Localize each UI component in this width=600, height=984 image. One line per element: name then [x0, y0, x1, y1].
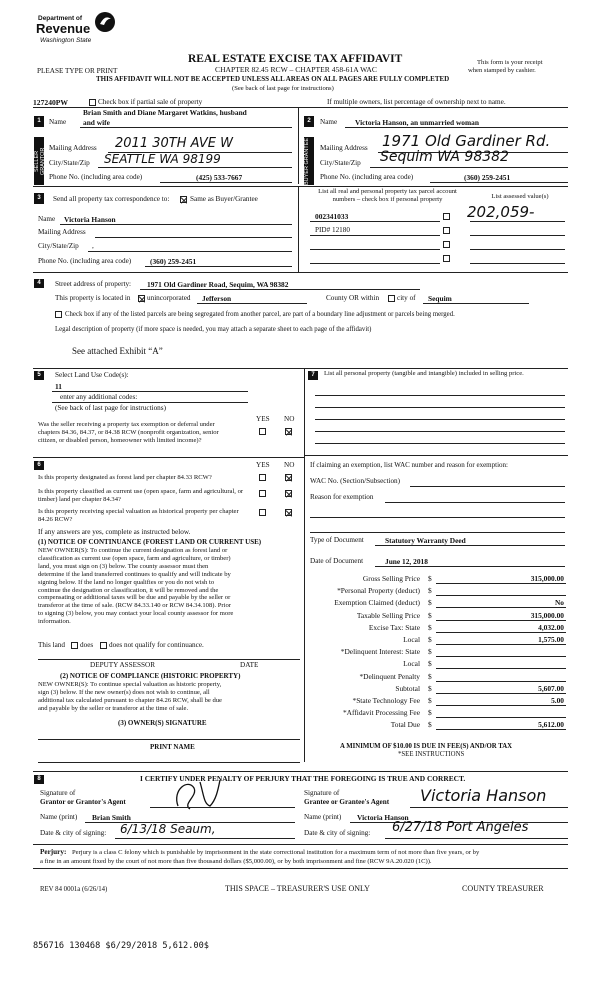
notice-line: determine if the land transferred continues to qualify and will indicate by — [38, 570, 231, 578]
tax-row-value: 315,000.00 — [530, 574, 564, 583]
buyer-mailing-value: 1971 Old Gardiner Rd. — [382, 132, 551, 150]
notice-line: signing below. If the land no longer qualifies or you do not wish to — [38, 578, 215, 586]
tax-row-label: *Delinquent Interest: State — [340, 647, 420, 657]
tax-row-label: Local — [403, 635, 420, 644]
forest-no-checkbox[interactable] — [285, 474, 292, 481]
unincorporated-checkbox[interactable] — [138, 295, 145, 302]
grantee-date-value: 6/27/18 Port Angeles — [392, 820, 529, 835]
notice-continuance-title: (1) NOTICE OF CONTINUANCE (FOREST LAND OR CURRENT USE) — [38, 538, 262, 546]
tax-row-label: *Delinquent Penalty — [359, 671, 420, 681]
forest-land-question: Is this property designated as forest land per chapter 84.33 RCW? — [38, 474, 212, 481]
tax-phone-label: Phone No. (including area code) — [38, 257, 132, 265]
deputy-date-label: DATE — [240, 661, 259, 669]
section-5-marker: 5 — [34, 371, 44, 380]
grantor-date-label: Date & city of signing: — [40, 829, 107, 837]
section-8-marker: 8 — [34, 775, 44, 784]
does-not-label: does not qualify for continuance. — [109, 641, 204, 649]
grantor-name-label: Name (print) — [40, 813, 78, 821]
doc-type-label: Type of Document — [310, 536, 364, 544]
logo-line-2: Revenue — [36, 21, 91, 36]
city-of-label: city of — [397, 294, 416, 302]
please-type: PLEASE TYPE OR PRINT — [37, 67, 118, 75]
seller-phone-label: Phone No. (including area code) — [49, 173, 143, 181]
notice-line: compensating or additional taxes will be due and payable by the seller or — [38, 594, 231, 602]
tax-row-underline — [436, 656, 566, 657]
wac-no-label: WAC No. (Section/Subsection) — [310, 477, 401, 485]
minimum-fee-note: A MINIMUM OF $10.00 IS DUE IN FEE(S) AND/OR TAX — [340, 743, 513, 750]
receipt-note-2: when stamped by cashier. — [468, 67, 536, 74]
tax-row-underline — [436, 632, 566, 633]
tax-city-label: City/State/Zip — [38, 242, 79, 250]
street-address-value: 1971 Old Gardiner Road, Sequim, WA 98382 — [147, 280, 289, 289]
if-yes-note: If any answers are yes, complete as instructed below. — [38, 528, 191, 536]
assessed-header: List assessed value(s) — [491, 193, 549, 200]
this-land-label: This land — [38, 641, 65, 649]
tax-correspondence-label: Send all property tax correspondence to: — [53, 195, 170, 203]
exemption-no-checkbox[interactable] — [285, 428, 292, 435]
tax-row-value: 5.00 — [551, 696, 564, 705]
perjury-text-2: a fine in an amount fixed by the court of not more than five thousand dollars ($5,000.00), or by both imprisonment and fine (RCW 9A.20.020 (1C)). — [40, 858, 432, 865]
located-in-label: This property is located in — [55, 294, 131, 302]
warning-text: THIS AFFIDAVIT WILL NOT BE ACCEPTED UNLESS ALL AREAS ON ALL PAGES ARE FULLY COMPLETED — [96, 75, 450, 83]
see-instructions-note: *SEE INSTRUCTIONS — [398, 751, 465, 758]
tax-row-label: Gross Selling Price — [362, 574, 420, 583]
print-name-label: PRINT NAME — [150, 743, 195, 751]
same-as-buyer-label: Same as Buyer/Grantee — [190, 195, 258, 203]
doc-date-value: June 12, 2018 — [385, 557, 428, 566]
deputy-assessor-label: DEPUTY ASSESSOR — [90, 661, 156, 669]
personal-property-label: List all personal property (tangible and intangible) included in selling price. — [324, 370, 524, 377]
parcel-3-checkbox[interactable] — [443, 241, 450, 248]
designation-yes-header: YES — [256, 461, 270, 469]
tax-row-underline — [436, 681, 566, 682]
grantor-date-value: 6/13/18 Seaum, — [120, 822, 216, 836]
tax-row-label: Taxable Selling Price — [356, 610, 420, 620]
tax-row-currency: $ — [428, 696, 432, 705]
form-title: REAL ESTATE EXCISE TAX AFFIDAVIT — [188, 53, 403, 65]
form-code: 127240PW — [33, 98, 69, 107]
seller-mailing-value: 2011 30TH AVE W — [115, 136, 233, 151]
parcel-1-checkbox[interactable] — [443, 213, 450, 220]
grantee-name-value: Victoria Hanson — [357, 813, 409, 822]
section-2-marker: 2 — [304, 116, 314, 127]
land-use-code: 11 — [55, 382, 62, 391]
unincorporated-label: unincorporated — [147, 294, 191, 302]
notice-line: information. — [38, 618, 71, 626]
tax-row-currency: $ — [428, 635, 432, 644]
additional-codes-label: enter any additional codes: — [60, 393, 138, 401]
tax-row-underline — [436, 717, 566, 718]
tax-name-value: Victoria Hanson — [64, 215, 116, 224]
revision-code: REV 84 0001a (6/26/14) — [40, 886, 108, 893]
land-use-see-back: (See back of last page for instructions) — [55, 404, 166, 412]
parcels-header: List all real and personal property tax parcel account numbers – check box if personal property — [318, 188, 457, 203]
tax-row-underline — [436, 595, 566, 596]
seller-city-label: City/State/Zip — [49, 159, 90, 167]
notice-line: to signing (3) below, you may contact your local county assessor for more — [38, 610, 234, 618]
tax-row-currency: $ — [428, 622, 432, 632]
tax-row-currency: $ — [428, 610, 432, 620]
parcel-2-checkbox[interactable] — [443, 227, 450, 234]
perjury-label: Perjury: — [40, 848, 67, 856]
land-use-label: Select Land Use Code(s): — [55, 371, 129, 379]
tax-row-currency: $ — [428, 720, 432, 730]
grantor-sig-label-1: Signature of — [40, 789, 76, 797]
buyer-city-value: Sequim WA 98382 — [380, 149, 509, 165]
tax-row-value: No — [554, 598, 564, 608]
exemption-wac-label: If claiming an exemption, list WAC number and reason for exemption: — [310, 461, 508, 469]
notice-line: land, you must sign on (3) below. The county assessor must then — [38, 562, 209, 570]
notice-line: sign (3) below. If the new owner(s) does not wish to continue, all — [38, 688, 210, 696]
treasurer-stamp: 856716 130468 $6/29/2018 5,612.00$ — [33, 941, 209, 951]
segregated-label: Check box if any of the listed parcels are being segregated from another parcel, are part of a boundary line adjustment or parcels being merged. — [65, 311, 455, 318]
notice-line: NEW OWNER(S): To continue special valuation as historic property, — [38, 681, 222, 688]
tax-row-label: Subtotal — [395, 683, 420, 693]
seller-name-line-1: Brian Smith and Diane Margaret Watkins, husband — [83, 108, 247, 117]
tax-row-label: Total Due — [390, 720, 420, 730]
tax-row-underline — [436, 620, 566, 621]
forest-yes-checkbox[interactable] — [259, 474, 266, 481]
segregated-checkbox[interactable] — [55, 311, 62, 318]
tax-row-currency: $ — [428, 708, 432, 718]
tax-row-currency: $ — [428, 683, 432, 693]
buyer-name-value: Victoria Hanson, an unmarried woman — [355, 118, 479, 127]
exhibit-text: See attached Exhibit “A” — [72, 346, 163, 356]
tax-row-underline — [436, 644, 566, 645]
does-label: does — [80, 641, 94, 649]
section-1-marker: 1 — [34, 116, 44, 127]
see-back-note: (See back of last page for instructions) — [232, 85, 334, 92]
doc-date-label: Date of Document — [310, 557, 364, 565]
seller-city-value: SEATTLE WA 98199 — [104, 152, 221, 166]
county-or-label: County OR within — [326, 294, 380, 302]
grantee-name-label: Name (print) — [304, 813, 342, 821]
tax-row-value: 5,612.00 — [538, 720, 564, 730]
does-checkbox[interactable] — [71, 642, 78, 649]
tax-mailing-label: Mailing Address — [38, 228, 86, 236]
historic-no-checkbox[interactable] — [285, 509, 292, 516]
historic-yes-checkbox[interactable] — [259, 509, 266, 516]
legal-description-label: Legal description of property (if more space is needed, you may attach a separate sheet to each page of the affidavit) — [55, 326, 372, 333]
buyer-city-label: City/State/Zip — [320, 159, 361, 167]
tax-row-label: *Personal Property (deduct) — [337, 586, 420, 596]
form-chapters: CHAPTER 82.45 RCW – CHAPTER 458-61A WAC — [215, 65, 377, 74]
buyer-mailing-label: Mailing Address — [320, 144, 368, 152]
assessed-value: 202,059- — [467, 203, 535, 221]
grantee-sig-label-1: Signature of — [304, 789, 340, 797]
exemption-yes-checkbox[interactable] — [259, 428, 266, 435]
buyer-name-label: Name — [320, 118, 338, 126]
grantee-date-label: Date & city of signing: — [304, 829, 371, 837]
partial-sale-label: Check box if partial sale of property — [98, 98, 203, 106]
parcel-1: 002341033 — [315, 212, 349, 221]
notice-line: additional tax calculated pursuant to chapter 84.26 RCW, shall be due — [38, 696, 222, 704]
notice-line: classification as current use (open space, farm and agriculture, or timber) — [38, 554, 231, 562]
seller-name-line-2: and wife — [83, 118, 110, 127]
notice-line: and payable by the seller or transferor at the time of sale. — [38, 704, 189, 712]
tax-row-currency: $ — [428, 586, 432, 596]
tax-row-label: *State Technology Fee — [352, 696, 420, 705]
grantor-name-value: Brian Smith — [92, 813, 131, 822]
certify-statement: I CERTIFY UNDER PENALTY OF PERJURY THAT THE FOREGOING IS TRUE AND CORRECT. — [140, 774, 466, 783]
seller-mailing-label: Mailing Address — [49, 144, 97, 152]
same-as-buyer-checkbox[interactable] — [180, 196, 187, 203]
tax-row-currency: $ — [428, 671, 432, 681]
tax-row-underline — [436, 583, 566, 584]
tax-row-value: 1,575.00 — [538, 635, 564, 644]
notice-compliance-title: (2) NOTICE OF COMPLIANCE (HISTORIC PROPERTY) — [60, 672, 241, 680]
notice-line: continue the designation or classification, it will be removed and the — [38, 586, 219, 594]
tax-row-underline — [436, 693, 566, 694]
tax-row-underline — [436, 705, 566, 706]
notice-compliance-body — [38, 681, 300, 713]
doc-type-value: Statutory Warranty Deed — [385, 536, 466, 545]
section-7-marker: 7 — [308, 371, 318, 380]
seller-phone-value: (425) 533-7667 — [196, 173, 243, 182]
tax-row-underline — [436, 668, 566, 669]
tax-row-value: 315,000.00 — [530, 610, 564, 620]
tax-row-value: 4,032.00 — [538, 622, 564, 632]
section-3-marker: 3 — [34, 193, 44, 204]
tax-row-underline — [436, 607, 566, 608]
tax-name-label: Name — [38, 215, 56, 223]
current-use-question: Is this property classified as current use (open space, farm and agricultural, or timber) land per chapter 84.34? — [38, 488, 244, 503]
city-checkbox[interactable] — [388, 295, 395, 302]
tax-row-label: Excise Tax: State — [368, 622, 420, 632]
grantee-signature: Victoria Hanson — [420, 786, 547, 805]
dor-logo-icon — [94, 10, 116, 34]
seller-sidebar: SELLER GRANTOR — [34, 137, 44, 185]
notice-line: NEW OWNER(S): To continue the current designation as forest land or — [38, 547, 228, 554]
treasurer-use-only: THIS SPACE – TREASURER'S USE ONLY — [225, 884, 370, 893]
perjury-text-1: Perjury is a class C felony which is punishable by imprisonment in the state correctional institution for a maximum term of not more than five years, or by — [72, 849, 480, 856]
tax-row-value: 5,607.00 — [538, 683, 564, 693]
tax-row-label: Exemption Claimed (deduct) — [334, 598, 420, 608]
parcel-2: PID# 12180 — [315, 226, 350, 234]
tax-row-label: Local — [403, 659, 420, 669]
section-4-marker: 4 — [34, 279, 44, 288]
tax-city-value: , — [92, 242, 94, 250]
buyer-phone-value: (360) 259-2451 — [464, 173, 511, 182]
current-use-no-checkbox[interactable] — [285, 490, 292, 497]
land-use-no-header: NO — [284, 415, 295, 423]
land-use-yes-header: YES — [256, 415, 270, 423]
partial-sale-checkbox[interactable] — [89, 99, 96, 106]
multiple-owners-note: If multiple owners, list percentage of ownership next to name. — [327, 98, 506, 106]
receipt-note-1: This form is your receipt — [477, 59, 543, 66]
section-6-marker: 6 — [34, 461, 44, 470]
tax-row-currency: $ — [428, 574, 432, 583]
designation-no-header: NO — [284, 461, 295, 469]
exemption-question: Was the seller receiving a property tax exemption or deferral under chapters 84.36, 84.37, or 84.38 RCW (nonprofit organization, senior citizen, or disabled person, homeowner with limited income)? — [38, 421, 219, 444]
does-not-checkbox[interactable] — [100, 642, 107, 649]
buyer-sidebar: BUYER GRANTEE — [304, 137, 314, 185]
buyer-phone-label: Phone No. (including area code) — [320, 173, 414, 181]
logo-line-3: Washington State — [40, 37, 92, 44]
notice-line: transferor at the time of sale. (RCW 84.33.140 or RCW 84.34.108). Prior — [38, 602, 231, 610]
tax-row-currency: $ — [428, 598, 432, 608]
tax-row-currency: $ — [428, 659, 432, 669]
dor-logo — [36, 10, 116, 50]
tax-row-underline — [436, 729, 566, 730]
reason-label: Reason for exemption — [310, 493, 374, 501]
tax-phone-value: (360) 259-2451 — [150, 257, 197, 266]
historic-question: Is this property receiving special valuation as historical property per chapter 84.26 RCW? — [38, 508, 239, 523]
county-value: Jefferson — [202, 294, 232, 303]
current-use-yes-checkbox[interactable] — [259, 490, 266, 497]
county-treasurer: COUNTY TREASURER — [462, 884, 544, 893]
tax-row-label: *Affidavit Processing Fee — [342, 708, 420, 718]
seller-name-label: Name — [49, 118, 67, 126]
tax-row-currency: $ — [428, 647, 432, 657]
owner-signature-label: (3) OWNER(S) SIGNATURE — [118, 719, 207, 727]
notice-continuance-body — [38, 547, 300, 626]
grantee-sig-label-2: Grantee or Grantee's Agent — [304, 798, 390, 806]
parcel-4-checkbox[interactable] — [443, 255, 450, 262]
grantor-sig-label-2: Grantor or Grantor's Agent — [40, 798, 126, 806]
street-address-label: Street address of property: — [55, 280, 132, 288]
logo-line-1: Department of — [38, 15, 83, 22]
city-value: Sequim — [428, 294, 452, 303]
